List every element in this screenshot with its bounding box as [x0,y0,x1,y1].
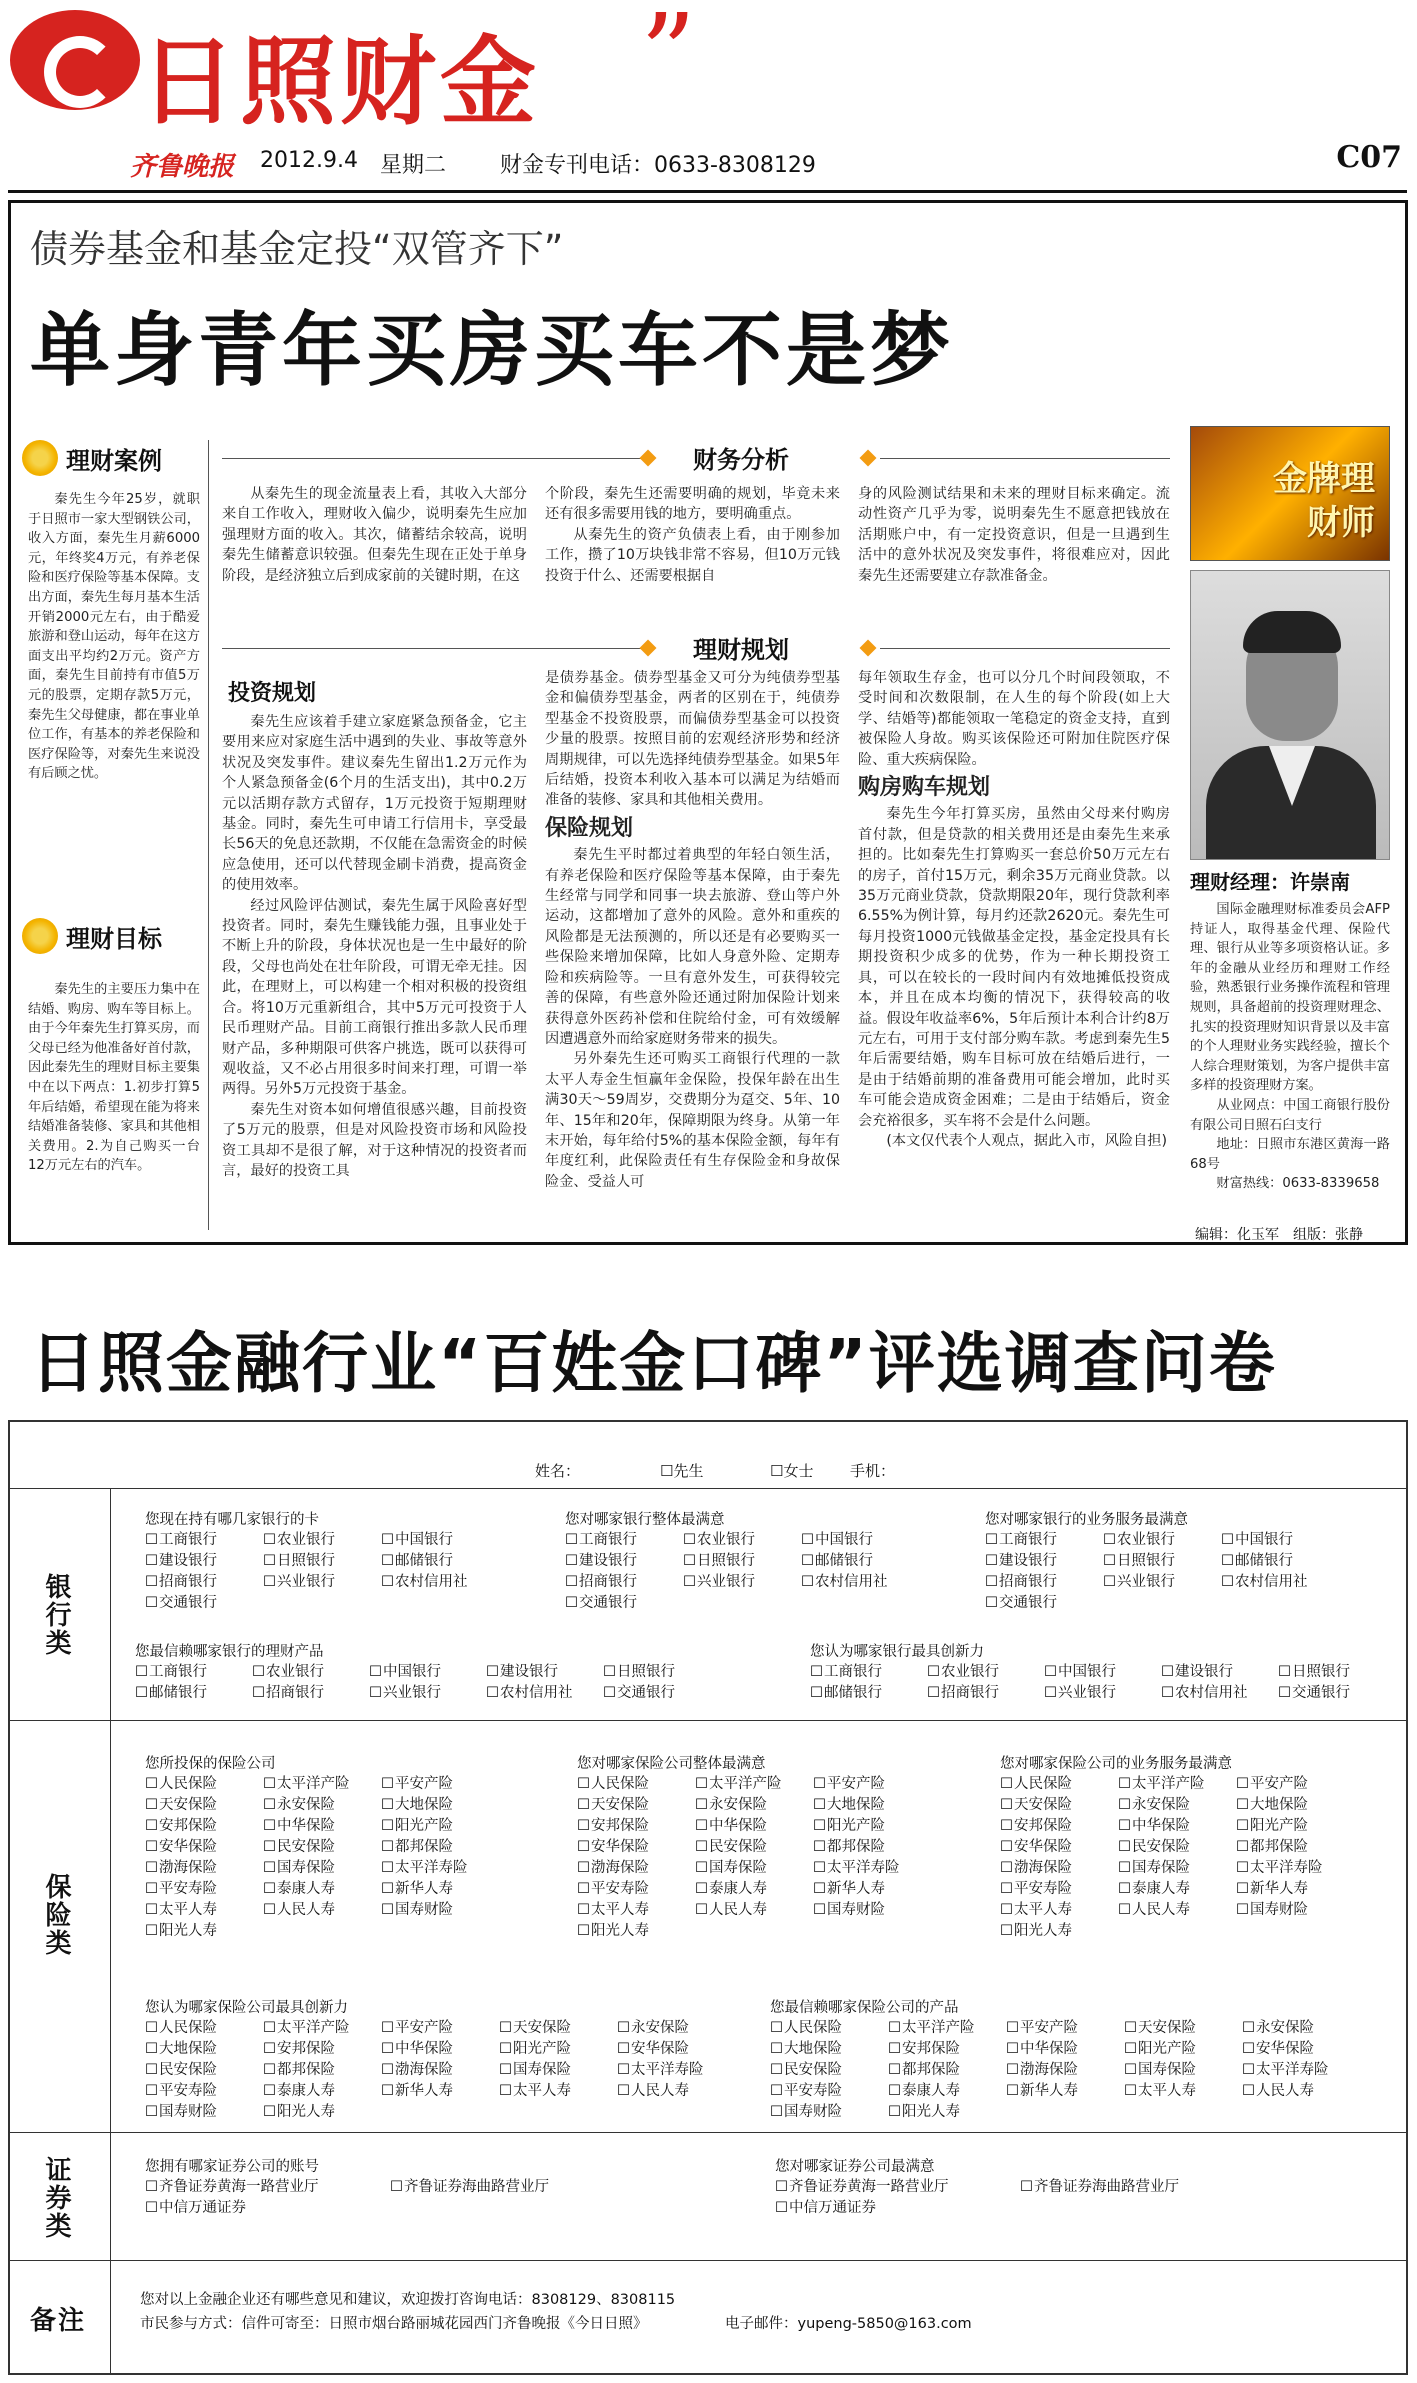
option-checkbox[interactable]: ☐ 人民人寿 [263,1900,381,1921]
planner-branch: 从业网点：中国工商银行股份有限公司日照石臼支行 [1190,1097,1390,1133]
option-checkbox[interactable]: ☐ 永安保险 [617,2018,735,2039]
option-checkbox[interactable]: ☐ 新华人寿 [381,2081,499,2102]
option-checkbox[interactable]: ☐ 平安寿险 [145,2081,263,2102]
ins-q4-options [145,2018,735,2123]
option-checkbox[interactable]: ☐ 安邦保险 [577,1816,695,1837]
option-checkbox[interactable]: ☐ 农村信用社 [486,1683,603,1704]
ins-q2: 您对哪家保险公司整体最满意 [577,1756,766,1772]
option-checkbox[interactable]: ☐ 交通银行 [145,1593,263,1614]
option-checkbox[interactable]: ☐ 农业银行 [252,1662,369,1683]
option-checkbox[interactable]: ☐ 招商银行 [252,1683,369,1704]
option-checkbox[interactable]: ☐ 平安寿险 [1000,1879,1118,1900]
option-checkbox[interactable]: ☐ 国寿保险 [695,1858,813,1879]
option-checkbox[interactable]: ☐ 安华保险 [1000,1837,1118,1858]
option-checkbox[interactable]: ☐ 人民保险 [145,1774,263,1795]
planner-phone: 财富热线：0633-8339658 [1216,1176,1380,1192]
option-checkbox[interactable]: ☐ 太平洋寿险 [813,1858,931,1879]
option-checkbox[interactable]: ☐ 人民人寿 [617,2081,735,2102]
photo-hair [1243,611,1341,653]
option-checkbox[interactable]: ☐ 人民保险 [577,1774,695,1795]
insurance-p2: 另外秦先生还可购买工商银行代理的一款太平人寿金生恒赢年金保险，投保年龄在出生满30天～59周岁，交费期分为趸交、5年、10年、15年和20年，保障期限为终身。从第一年末开始，每年给付5%的基本保险金额，每年有年度红利，此保险责任有生存保险金和身故保险金、受益人可 [545,1051,840,1190]
bank-q2: 您对哪家银行整体最满意 [565,1512,725,1528]
case-section-heading [22,440,162,476]
option-checkbox[interactable]: ☐ 阳光人寿 [1000,1921,1118,1942]
car-title: 购房购车规划 [858,775,991,801]
analysis-col1 [222,484,527,586]
option-checkbox[interactable]: ☐ 安华保险 [577,1837,695,1858]
option-checkbox[interactable]: ☐ 国寿财险 [145,2102,263,2123]
planner-bio [1190,900,1390,1194]
option-checkbox[interactable]: ☐ 阳光产险 [813,1816,931,1837]
option-checkbox[interactable]: ☐ 兴业银行 [369,1683,486,1704]
option-checkbox[interactable]: ☐ 人民保险 [145,2018,263,2039]
option-checkbox[interactable]: ☐ 平安产险 [381,1774,499,1795]
editor-credit: 编辑：化玉军 组版：张静 [1195,1227,1363,1243]
option-checkbox[interactable]: ☐ 交通银行 [603,1683,720,1704]
option-checkbox[interactable]: ☐ 日照银行 [1103,1551,1221,1572]
option-checkbox[interactable]: ☐ 日照银行 [603,1662,720,1683]
option-checkbox[interactable]: ☐ 中国银行 [369,1662,486,1683]
bank-q1-options [145,1530,499,1614]
option-checkbox[interactable]: ☐ 兴业银行 [1103,1572,1221,1593]
case-text [28,490,200,784]
invest-p1: 秦先生应该着手建立家庭紧急预备金，它主要用来应对家庭生活中遇到的失业、事故等意外状况及突发事件。建议秦先生留出1.2万元作为个人紧急预备金(6个月的生活支出)，其中0.2万元以活期存款方式留存，1万元投资于短期理财基金。同时，秦先生可申请工行信用卡，享受最长56天的免息还款期，不仅能在急需资金的时候应急使用，还可以代替现金刷卡消费，提高资金的使用效率。 [222,714,527,894]
row-divider [8,2132,1408,2133]
name-label: 姓名： [535,1462,581,1480]
option-checkbox[interactable]: ☐ 农业银行 [263,1530,381,1551]
option-checkbox[interactable]: ☐ 中华保险 [695,1816,813,1837]
remarks-line2: 市民参与方式：信件可寄至：日照市烟台路丽城花园西门齐鲁晚报《今日日照》 [140,2316,648,2332]
option-checkbox[interactable]: ☐ 建设银行 [145,1551,263,1572]
option-checkbox[interactable]: ☐ 渤海保险 [1000,1858,1118,1879]
option-checkbox[interactable]: ☐ 农村信用社 [1221,1572,1339,1593]
option-checkbox[interactable]: ☐ 永安保险 [1118,1795,1236,1816]
planner-title: 理财经理：许崇南 [1190,870,1350,894]
option-checkbox[interactable]: ☐ 天安保险 [1124,2018,1242,2039]
option-checkbox[interactable]: ☐ 招商银行 [927,1683,1044,1704]
option-checkbox[interactable]: ☐ 太平人寿 [499,2081,617,2102]
option-checkbox[interactable]: ☐ 渤海保险 [381,2060,499,2081]
option-checkbox[interactable]: ☐ 渤海保险 [1006,2060,1124,2081]
car-col [858,668,1170,1151]
option-checkbox[interactable]: ☐ 太平洋产险 [888,2018,1006,2039]
flower-icon [22,440,58,476]
option-checkbox[interactable]: ☐ 都邦保险 [1236,1837,1354,1858]
option-checkbox[interactable]: ☐ 农村信用社 [381,1572,499,1593]
phone-label: 手机： [850,1462,896,1480]
option-checkbox[interactable]: ☐ 邮储银行 [810,1683,927,1704]
masthead-quote-mark: ” [640,0,697,118]
row-divider [8,1488,1408,1489]
option-checkbox[interactable]: ☐ 大地保险 [145,2039,263,2060]
masthead-rule [8,190,1407,193]
row-divider [8,1720,1408,1721]
option-checkbox[interactable]: ☐ 人民人寿 [695,1900,813,1921]
option-checkbox[interactable]: ☐ 民安保险 [263,1837,381,1858]
option-checkbox[interactable]: ☐ 安邦保险 [1000,1816,1118,1837]
page-code: C07 [1336,140,1402,175]
option-checkbox[interactable]: ☐ 中国银行 [801,1530,919,1551]
option-checkbox[interactable]: ☐ 永安保险 [263,1795,381,1816]
option-checkbox[interactable]: ☐ 安华保险 [145,1837,263,1858]
car-note: (本文仅代表个人观点，据此入市，风险自担) [886,1132,1168,1149]
option-checkbox[interactable]: ☐ 招商银行 [985,1572,1103,1593]
insurance-category: 保险类 [41,1873,71,1957]
ins-q1: 您所投保的保险公司 [145,1756,276,1772]
option-checkbox[interactable]: ☐ 大地保险 [813,1795,931,1816]
option-checkbox[interactable]: ☐ 工商银行 [135,1662,252,1683]
option-checkbox[interactable]: ☐ 天安保险 [1000,1795,1118,1816]
option-checkbox[interactable]: ☐ 渤海保险 [145,1858,263,1879]
option-checkbox[interactable]: ☐ 民安保险 [695,1837,813,1858]
option-checkbox[interactable]: ☐ 太平人寿 [577,1900,695,1921]
option-checkbox[interactable]: ☐ 都邦保险 [263,2060,381,2081]
option-checkbox[interactable]: ☐ 中华保险 [1118,1816,1236,1837]
option-checkbox[interactable]: ☐ 阳光产险 [499,2039,617,2060]
option-checkbox[interactable]: ☐ 日照银行 [1278,1662,1395,1683]
ins-q3-options [1000,1774,1354,1942]
option-checkbox[interactable]: ☐ 中国银行 [1044,1662,1161,1683]
remarks-category: 备注 [30,2306,87,2336]
option-checkbox[interactable]: ☐ 兴业银行 [263,1572,381,1593]
option-checkbox[interactable]: ☐ 泰康人寿 [1118,1879,1236,1900]
option-checkbox[interactable]: ☐ 兴业银行 [683,1572,801,1593]
ins-q5-options [770,2018,1360,2123]
case-title: 理财案例 [66,446,162,475]
insurance-title: 保险规划 [545,815,634,841]
male-label: 先生 [673,1462,704,1480]
ins-q1-options [145,1774,499,1942]
sec-q2-options [775,2177,1220,2219]
bank-q5: 您认为哪家银行最具创新力 [810,1644,984,1660]
option-checkbox[interactable]: ☐ 建设银行 [565,1551,683,1572]
option-checkbox[interactable]: ☐ 阳光产险 [1124,2039,1242,2060]
option-checkbox[interactable]: ☐ 工商银行 [145,1530,263,1551]
planning-rule-left [222,648,642,649]
option-checkbox[interactable]: ☐ 国寿保险 [1118,1858,1236,1879]
option-checkbox[interactable]: ☐ 建设银行 [1161,1662,1278,1683]
sec-q1-options [145,2177,590,2219]
invest-col [222,712,527,1181]
option-checkbox[interactable]: ☐ 太平人寿 [145,1900,263,1921]
option-checkbox[interactable]: ☐ 都邦保险 [381,1837,499,1858]
option-checkbox[interactable]: ☐ 阳光人寿 [888,2102,1006,2123]
option-checkbox[interactable]: ☐ 邮储银行 [1221,1551,1339,1572]
bank-q4-options [135,1662,720,1704]
goal-text [28,980,200,1176]
category-divider [110,1488,111,2375]
option-checkbox[interactable]: ☐ 太平洋寿险 [1236,1858,1354,1879]
article-headline: 单身青年买房买车不是梦 [30,304,954,397]
invest-p3: 秦先生对资本如何增值很感兴趣，目前投资了5万元的股票，但是对风险投资市场和风险投资工具却不是很了解，对于这种情况的投资者而言，最好的投资工具 [222,1101,527,1179]
option-checkbox[interactable]: ☐ 人民保险 [770,2018,888,2039]
option-checkbox[interactable]: ☐ 中国银行 [1221,1530,1339,1551]
sec-q1: 您拥有哪家证券公司的账号 [145,2159,319,2175]
bank-q1: 您现在持有哪几家银行的卡 [145,1512,319,1528]
option-checkbox[interactable]: ☐ 国寿保险 [1124,2060,1242,2081]
option-checkbox[interactable]: ☐ 农村信用社 [801,1572,919,1593]
option-checkbox[interactable]: ☐ 天安保险 [499,2018,617,2039]
car-p1: 秦先生今年打算买房，虽然由父母来付购房首付款，但是贷款的相关费用还是由秦先生来承担的。比如秦先生打算购买一套总价50万元左右的房子，首付15万元，剩余35万元商业贷款。以35万元商业贷款，贷款期限20年，现行贷款利率6.55%为例计算，每月约还款2620元。秦先生可每月投资1000元钱做基金定投，基金定投具有长期投资积少成多的优势，作为一种长期投资工具，可以在较长的一段时间内有效地摊低投资成本，并且在成本均衡的情况下，获得较高的收益。假设年收益率6%，5年后预计本利合计约8万元左右，可用于支付部分购车款。考虑到秦先生5年后需要结婚，购车目标可放在结婚后进行，一是由于结婚前期的准备费用可能会增加，此时买车可能会造成资金困难；二是由于结婚后，资金会充裕很多，买车将不会是什么问题。 [858,806,1170,1129]
analysis-col3 [858,484,1170,586]
analysis-col3-text: 身的风险测试结果和未来的理财目标来确定。流动性资产几乎为零，说明秦先生不愿意把钱放在活期账户中，有一定投资意识，但是一旦遇到生活中的意外状况及突发事件，将很难应对，因此秦先生还需要建立存款准备金。 [858,486,1170,584]
option-checkbox[interactable]: ☐ 平安产险 [813,1774,931,1795]
female-checkbox[interactable]: ☐女士 [770,1462,814,1480]
insurance-p3: 每年领取生存金，也可以分几个时间段领取，不受时间和次数限制，在人生的每个阶段(如上大学、结婚等)都能领取一笔稳定的资金支持，直到被保险人身故。购买该保险还可附加住院医疗保险、重大疾病保险。 [858,670,1170,768]
article-subhead: 债券基金和基金定投“双管齐下” [30,227,564,271]
option-checkbox[interactable]: ☐ 齐鲁证券黄海一路营业厅 [145,2177,390,2198]
option-checkbox[interactable]: ☐ 泰康人寿 [263,1879,381,1900]
option-checkbox[interactable]: ☐ 太平洋产险 [263,1774,381,1795]
option-checkbox[interactable]: ☐ 齐鲁证券黄海一路营业厅 [775,2177,1020,2198]
option-checkbox[interactable]: ☐ 天安保险 [145,1795,263,1816]
option-checkbox[interactable]: ☐ 平安产险 [1006,2018,1124,2039]
option-checkbox[interactable]: ☐ 工商银行 [565,1530,683,1551]
option-checkbox[interactable]: ☐ 太平人寿 [1000,1900,1118,1921]
option-checkbox[interactable]: ☐ 都邦保险 [813,1837,931,1858]
option-checkbox[interactable]: ☐ 工商银行 [810,1662,927,1683]
bank-q3: 您对哪家银行的业务服务最满意 [985,1512,1188,1528]
option-checkbox[interactable]: ☐ 人民人寿 [1242,2081,1360,2102]
option-checkbox[interactable]: ☐ 国寿财险 [381,1900,499,1921]
option-checkbox[interactable]: ☐ 民安保险 [770,2060,888,2081]
option-checkbox[interactable]: ☐ 民安保险 [145,2060,263,2081]
analysis-rule-right [880,458,1170,459]
masthead-logo [10,10,140,110]
option-checkbox[interactable]: ☐ 阳光人寿 [263,2102,381,2123]
option-checkbox[interactable]: ☐ 工商银行 [985,1530,1103,1551]
column-divider [208,440,209,1230]
option-checkbox[interactable]: ☐ 永安保险 [1242,2018,1360,2039]
option-checkbox[interactable]: ☐ 兴业银行 [1044,1683,1161,1704]
option-checkbox[interactable]: ☐ 新华人寿 [813,1879,931,1900]
option-checkbox[interactable]: ☐ 交通银行 [985,1593,1103,1614]
option-checkbox[interactable]: ☐ 渤海保险 [577,1858,695,1879]
option-checkbox[interactable]: ☐ 日照银行 [683,1551,801,1572]
invest-title: 投资规划 [228,681,317,706]
hotline: 财金专刊电话：0633-8308129 [500,153,816,178]
option-checkbox[interactable]: ☐ 国寿财险 [813,1900,931,1921]
option-checkbox[interactable]: ☐ 太平人寿 [1124,2081,1242,2102]
option-checkbox[interactable]: ☐ 太平洋寿险 [1242,2060,1360,2081]
option-checkbox[interactable]: ☐ 中华保险 [1006,2039,1124,2060]
option-checkbox[interactable]: ☐ 天安保险 [577,1795,695,1816]
option-checkbox[interactable]: ☐ 平安寿险 [577,1879,695,1900]
option-checkbox[interactable]: ☐ 大地保险 [381,1795,499,1816]
option-checkbox[interactable]: ☐ 招商银行 [145,1572,263,1593]
analysis-col1-text: 从秦先生的现金流量表上看，其收入大部分来自工作收入，理财收入偏少，说明秦先生应加强理财方面的收入。其次，储蓄结余较高，说明秦先生储蓄意识较强。但秦先生现在正处于单身阶段，是经济独立后到成家前的关键时期，在这 [222,486,527,584]
flower-icon [22,918,58,954]
sec-q2: 您对哪家证券公司最满意 [775,2159,935,2175]
option-checkbox[interactable]: ☐ 招商银行 [565,1572,683,1593]
option-checkbox[interactable]: ☐ 泰康人寿 [263,2081,381,2102]
option-checkbox[interactable]: ☐ 太平洋产险 [695,1774,813,1795]
planner-bio-text: 国际金融理财标准委员会AFP持证人，取得基金代理、保险代理、银行从业等多项资格认证。多年的金融从业经历和理财工作经验，熟悉银行业务操作流程和管理规则，具备超前的投资理财理念、扎实的投资理财知识背景以及丰富的个人理财业务实践经验，擅长个人综合理财策划，为客户提供丰富多样的投资理财方案。 [1190,902,1390,1094]
bank-q2-options [565,1530,919,1614]
planner-address: 地址：日照市东港区黄海一路68号 [1190,1137,1390,1172]
option-checkbox[interactable]: ☐ 阳光产险 [1236,1816,1354,1837]
option-checkbox[interactable]: ☐ 国寿财险 [770,2102,888,2123]
ins-q4: 您认为哪家保险公司最具创新力 [145,2000,348,2016]
bond-paragraph: 是债券基金。债券型基金又可分为纯债券型基金和偏债券型基金，两者的区别在于，纯债券型基金不投资股票，而偏债券型基金可以投资少量的股票。按照目前的宏观经济形势和经济周期规律，可以先选择纯债券型基金。如果5年后结婚，投资本利收入基本可以满足为结婚而准备的装修、家具和其他相关费用。 [545,670,840,809]
masthead-title: 日照财金 [140,25,540,138]
invest-p2: 经过风险评估测试，秦先生属于风险喜好型投资者。同时，秦先生赚钱能力强，且事业处于不断上升的阶段，身体状况也是一生中最好的阶段，父母也尚处在壮年阶段，可谓无牵无挂。因此，在理财上，可以构建一个相对积极的投资组合。将10万元重新组合，其中5万元可投资于人民币理财产品。目前工商银行推出多款人民币理财产品，多种期限可供客户挑选，既可以获得可观收益，又不必占用很多时间来打理，可谓一举两得。另外5万元投资于基金。 [222,897,527,1098]
banner-text: 金牌理财师 [1273,459,1375,543]
option-checkbox[interactable]: ☐ 泰康人寿 [695,1879,813,1900]
male-checkbox[interactable]: ☐先生 [660,1462,704,1480]
analysis-rule-left [222,458,642,459]
option-checkbox[interactable]: ☐ 平安寿险 [770,2081,888,2102]
ins-q3: 您对哪家保险公司的业务服务最满意 [1000,1756,1232,1772]
survey-title: 日照金融行业“百姓金口碑”评选调查问卷 [30,1325,1277,1402]
planning-title: 理财规划 [693,636,789,664]
option-checkbox[interactable]: ☐ 中国银行 [381,1530,499,1551]
analysis-col2b-text: 从秦先生的资产负债表上看，由于刚参加工作，攒了10万块钱非常不容易，但10万元钱投资于什么、还需要根据自 [545,526,840,584]
option-checkbox[interactable]: ☐ 农业银行 [1103,1530,1221,1551]
option-checkbox[interactable]: ☐ 中华保险 [263,1816,381,1837]
option-checkbox[interactable]: ☐ 中华保险 [381,2039,499,2060]
analysis-title: 财务分析 [693,446,789,474]
option-checkbox[interactable]: ☐ 都邦保险 [888,2060,1006,2081]
option-checkbox[interactable]: ☐ 日照银行 [263,1551,381,1572]
issue-weekday: 星期二 [380,153,447,178]
bank-q4: 您最信赖哪家银行的理财产品 [135,1644,324,1660]
option-checkbox[interactable]: ☐ 中信万通证券 [145,2198,390,2219]
option-checkbox[interactable]: ☐ 永安保险 [695,1795,813,1816]
bond-col [545,668,840,1192]
remarks-email: 电子邮件：yupeng-5850@163.com [725,2316,972,2332]
bank-q3-options [985,1530,1339,1614]
bank-q5-options [810,1662,1395,1704]
option-checkbox[interactable]: ☐ 邮储银行 [381,1551,499,1572]
option-checkbox[interactable]: ☐ 齐鲁证券海曲路营业厅 [390,2177,590,2198]
goal-section-heading [22,918,162,954]
option-checkbox[interactable]: ☐ 平安产险 [381,2018,499,2039]
option-checkbox[interactable]: ☐ 安华保险 [617,2039,735,2060]
option-checkbox[interactable]: ☐ 太平洋寿险 [381,1858,499,1879]
option-checkbox[interactable]: ☐ 人民人寿 [1118,1900,1236,1921]
analysis-col2 [545,484,840,586]
option-checkbox[interactable]: ☐ 安华保险 [1242,2039,1360,2060]
option-checkbox[interactable]: ☐ 中信万通证券 [775,2198,1020,2219]
ins-q2-options [577,1774,931,1942]
case-paragraph: 秦先生今年25岁，就职于日照市一家大型钢铁公司，收入方面，秦先生月薪6000元，年终奖4万元，有养老保险和医疗保险等基本保障。支出方面，秦先生每月基本生活开销2000元左右，由于酷爱旅游和登山运动，每年在这方面支出平均约2万元。资产方面，秦先生目前持有市值5万元的股票，定期存款5万元，秦先生父母健康，都在事业单位工作，有基本的养老保险和医疗保险等，对秦先生来说没有后顾之忧。 [28,492,200,782]
option-checkbox[interactable]: ☐ 平安产险 [1236,1774,1354,1795]
gold-planner-banner [1190,426,1390,561]
option-checkbox[interactable]: ☐ 国寿财险 [1236,1900,1354,1921]
goal-paragraph: 秦先生的主要压力集中在结婚、购房、购车等目标上。由于今年秦先生打算买房，而父母已经为他准备好首付款，因此秦先生的理财目标主要集中在以下两点：1.初步打算5年后结婚，希望现在能为将来结婚准备装修、家具和其他相关费用。2.为自己购买一台12万元左右的汽车。 [28,982,200,1174]
option-checkbox[interactable]: ☐ 建设银行 [985,1551,1103,1572]
option-checkbox[interactable]: ☐ 交通银行 [565,1593,683,1614]
bank-category: 银行类 [41,1573,71,1657]
option-checkbox[interactable]: ☐ 国寿保险 [499,2060,617,2081]
securities-category: 证券类 [41,2156,71,2240]
option-checkbox[interactable]: ☐ 农村信用社 [1161,1683,1278,1704]
option-checkbox[interactable]: ☐ 泰康人寿 [888,2081,1006,2102]
option-checkbox[interactable]: ☐ 农业银行 [683,1530,801,1551]
ins-q5: 您最信赖哪家保险公司的产品 [770,2000,959,2016]
planner-photo [1190,570,1390,860]
option-checkbox[interactable]: ☐ 太平洋产险 [1118,1774,1236,1795]
planning-rule-right [880,648,1170,649]
option-checkbox[interactable]: ☐ 农业银行 [927,1662,1044,1683]
option-checkbox[interactable]: ☐ 阳光人寿 [577,1921,695,1942]
insurance-p1: 秦先生平时都过着典型的年轻白领生活，有养老保险和医疗保险等基本保障，由于秦先生经常与同学和同事一块去旅游、登山等户外运动，这都增加了意外的风险。意外和重疾的风险都是无法预测的，所以还是有必要购买一些保险来增加保障，比如人身意外险、定期寿险和疾病险等。一旦有意外发生，可获得较完善的保障，有些意外险还通过附加保险计划来获得意外医药补偿和住院给付金，可有效缓解因遭遇意外而给家庭财务带来的损失。 [545,847,840,1047]
option-checkbox[interactable]: ☐ 阳光产险 [381,1816,499,1837]
remarks-line1: 您对以上金融企业还有哪些意见和建议，欢迎拨打咨询电话：8308129、8308115 [140,2292,676,2308]
female-label: 女士 [783,1462,814,1480]
option-checkbox[interactable]: ☐ 太平洋寿险 [617,2060,735,2081]
option-checkbox[interactable]: ☐ 阳光人寿 [145,1921,263,1942]
issue-date: 2012.9.4 [260,148,358,173]
row-divider [8,2260,1408,2261]
option-checkbox[interactable]: ☐ 平安寿险 [145,1879,263,1900]
option-checkbox[interactable]: ☐ 安邦保险 [888,2039,1006,2060]
option-checkbox[interactable]: ☐ 齐鲁证券海曲路营业厅 [1020,2177,1220,2198]
option-checkbox[interactable]: ☐ 建设银行 [486,1662,603,1683]
goal-title: 理财目标 [66,924,162,953]
option-checkbox[interactable]: ☐ 邮储银行 [801,1551,919,1572]
analysis-col2a-text: 个阶段，秦先生还需要明确的规划，毕竟未来还有很多需要用钱的地方，要明确重点。 [545,486,840,523]
option-checkbox[interactable]: ☐ 民安保险 [1118,1837,1236,1858]
option-checkbox[interactable]: ☐ 新华人寿 [381,1879,499,1900]
option-checkbox[interactable]: ☐ 新华人寿 [1006,2081,1124,2102]
option-checkbox[interactable]: ☐ 太平洋产险 [263,2018,381,2039]
option-checkbox[interactable]: ☐ 大地保险 [1236,1795,1354,1816]
option-checkbox[interactable]: ☐ 安邦保险 [263,2039,381,2060]
option-checkbox[interactable]: ☐ 大地保险 [770,2039,888,2060]
option-checkbox[interactable]: ☐ 人民保险 [1000,1774,1118,1795]
option-checkbox[interactable]: ☐ 国寿保险 [263,1858,381,1879]
option-checkbox[interactable]: ☐ 安邦保险 [145,1816,263,1837]
option-checkbox[interactable]: ☐ 邮储银行 [135,1683,252,1704]
option-checkbox[interactable]: ☐ 新华人寿 [1236,1879,1354,1900]
paper-name: 齐鲁晚报 [130,152,235,182]
option-checkbox[interactable]: ☐ 交通银行 [1278,1683,1395,1704]
